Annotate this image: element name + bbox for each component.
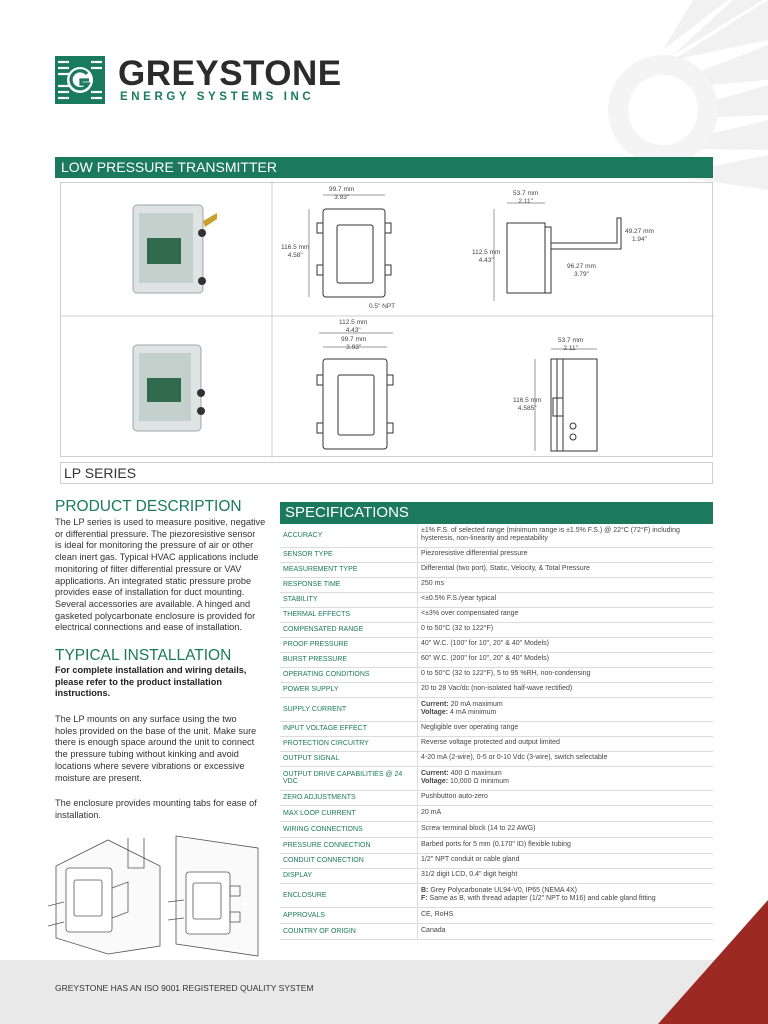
dim-label: 53.7 mm 2.11": [558, 337, 584, 352]
dim-label: 116.5 mm 4.58": [281, 244, 310, 259]
spec-row: COUNTRY OF ORIGIN Canada: [280, 923, 713, 939]
spec-row: STABILITY <±0.5% F.S./year typical: [280, 592, 713, 607]
spec-row: POWER SUPPLY 20 to 28 Vac/dc (non-isolated half-wave rectified): [280, 682, 713, 697]
installation-note: For complete installation and wiring details, please refer to the product installation instructions.: [55, 665, 247, 699]
spec-row: DISPLAY 31/2 digit LCD, 0.4" digit height: [280, 868, 713, 883]
installation-paragraph-2: The enclosure provides mounting tabs for ease of installation.: [55, 798, 257, 820]
dim-label: 53.7 mm 2.11": [513, 190, 539, 205]
brand-subtitle: ENERGY SYSTEMS INC: [120, 91, 315, 103]
dim-label: 116.5 mm 4.585": [513, 397, 542, 412]
dim-label: 112.5 mm 4.43": [339, 319, 368, 334]
specifications-heading: SPECIFICATIONS: [280, 502, 713, 524]
spec-row: PROOF PRESSURE 40" W.C. (100" for 10", 20" & 40" Models): [280, 637, 713, 652]
spec-row: OPERATING CONDITIONS 0 to 50°C (32 to 122°F), 5 to 95 %RH, non-condensing: [280, 667, 713, 682]
drawings-panel: [60, 182, 713, 457]
spec-row: RESPONSE TIME 250 ms: [280, 577, 713, 592]
spec-row: OUTPUT DRIVE CAPABILITIES @ 24 VDC Current: 400 Ω maximum Voltage: 10,000 Ω minimum: [280, 766, 713, 790]
spec-row: BURST PRESSURE 60" W.C. (200" for 10", 20" & 40" Models): [280, 652, 713, 667]
product-description-text: The LP series is used to measure positive, negative or differential pressure. The piezoresistive sensor is ideal for monitoring the pressure of air or other clean inert gas. Typical HVAC applications include monitoring of filter differential pressure or VAV applications. An integrated static pressure probe provides ease of installation for duct mounting. Several accessories are available. A hinged and gasketed polycarbonate enclosure is provided for electrical connections and ease of installation.: [55, 517, 266, 633]
dim-label: 96.27 mm 3.79": [567, 263, 596, 278]
side-view-probe-drawing: [494, 203, 621, 301]
spec-row: COMPENSATED RANGE 0 to 50°C (32 to 122°F): [280, 622, 713, 637]
product-photo-probe: [133, 205, 217, 293]
spec-row: CONDUIT CONNECTION 1/2" NPT conduit or cable gland: [280, 853, 713, 868]
series-label: LP SERIES: [60, 462, 713, 484]
brand-name: GREYSTONE: [118, 54, 342, 93]
corner-accent: [658, 900, 768, 1024]
spec-row: THERMAL EFFECTS <±3% over compensated range: [280, 607, 713, 622]
side-view-drawing: [535, 349, 597, 451]
spec-row: MAX LOOP CURRENT 20 mA: [280, 805, 713, 821]
greystone-logo-icon: [55, 56, 105, 104]
footer-text: GREYSTONE HAS AN ISO 9001 REGISTERED QUALITY SYSTEM: [55, 983, 314, 993]
installation-illustration: [48, 828, 270, 958]
spec-row: WIRING CONNECTIONS Screw terminal block (14 to 22 AWG): [280, 821, 713, 837]
product-description-heading: PRODUCT DESCRIPTION: [55, 498, 242, 515]
product-title-banner: LOW PRESSURE TRANSMITTER: [55, 157, 713, 178]
dim-label: 49.27 mm 1.94": [625, 228, 654, 243]
dim-label: 99.7 mm 3.93": [341, 336, 367, 351]
dim-label: 0.5" NPT: [369, 303, 396, 310]
spec-row: ACCURACY ±1% F.S. of selected range (minimum range is ±1.5% F.S.) @ 22°C (72°F) including hysteresis, non-linearity and repeatability: [280, 524, 713, 547]
background-logo-watermark: [553, 0, 768, 210]
spec-row: OUTPUT SIGNAL 4-20 mA (2-wire), 0-5 or 0-10 Vdc (3-wire), switch selectable: [280, 751, 713, 766]
spec-row: ENCLOSURE B: Grey Polycarbonate UL94-V0, IP65 (NEMA 4X) F: Same as B, with thread adapter (1/2" NPT to M16) and cable gland fitting: [280, 883, 713, 907]
spec-row: PRESSURE CONNECTION Barbed ports for 5 mm (0.170" ID) flexible tubing: [280, 837, 713, 853]
spec-row: ZERO ADJUSTMENTS Pushbutton auto-zero: [280, 790, 713, 805]
dim-label: 99.7 mm 3.93": [329, 186, 355, 201]
spec-row: INPUT VOLTAGE EFFECT Negligible over operating range: [280, 721, 713, 736]
product-photo-standard: [133, 345, 205, 431]
spec-row: PROTECTION CIRCUITRY Reverse voltage protected and output limited: [280, 736, 713, 751]
typical-installation-heading: TYPICAL INSTALLATION: [55, 647, 232, 664]
drawings-grid: [61, 183, 714, 458]
dim-label: 112.5 mm 4.43": [472, 249, 501, 264]
spec-row: SENSOR TYPE Piezoresistive differential pressure: [280, 547, 713, 562]
spec-row: APPROVALS CE, RoHS: [280, 907, 713, 923]
front-view-drawing: [309, 195, 391, 297]
spec-row: MEASUREMENT TYPE Differential (two port), Static, Velocity, & Total Pressure: [280, 562, 713, 577]
specifications-table: [280, 524, 713, 940]
installation-paragraph-1: The LP mounts on any surface using the two holes provided on the base of the unit. Make sure there is enough space around the unit to connect the pressure tubing without kinking and avoid locations where severe vibrations or excessive moisture are present.: [55, 714, 257, 783]
spec-row: SUPPLY CURRENT Current: 20 mA maximum Voltage: 4 mA minimum: [280, 697, 713, 721]
